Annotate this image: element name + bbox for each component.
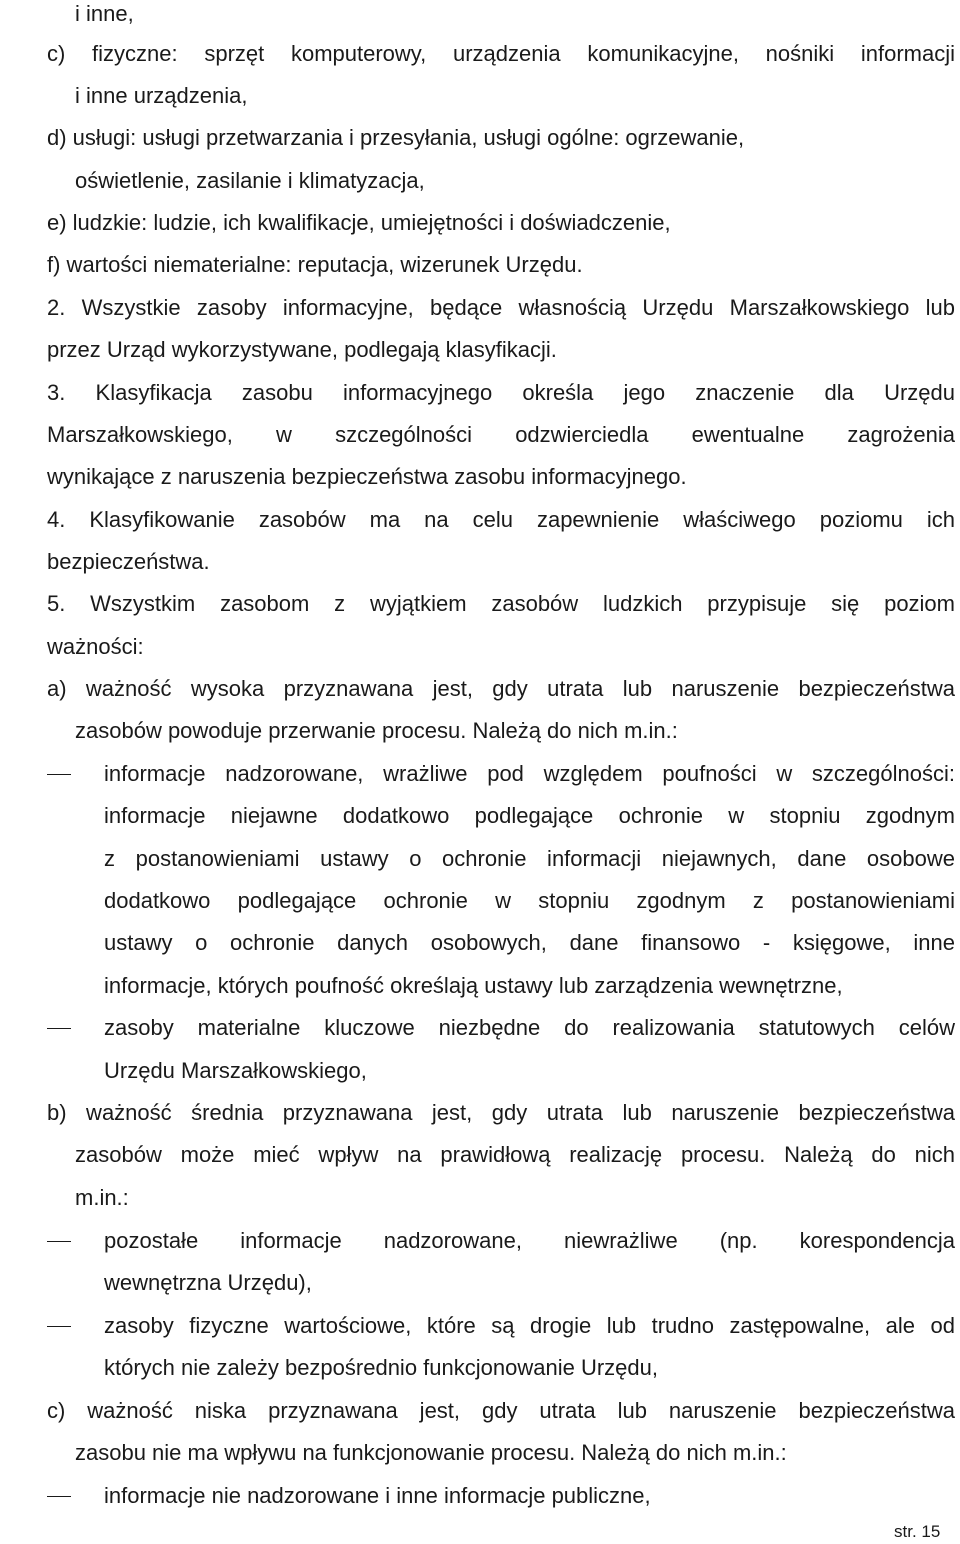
text-line: ustawy o ochronie danych osobowych, dane finansowo - księgowe, inne bbox=[104, 930, 955, 955]
text-line: pozostałe informacje nadzorowane, niewrażliwe (np. korespondencja bbox=[104, 1228, 955, 1253]
dash-bullet bbox=[47, 1241, 71, 1242]
text-line: zasobów może mieć wpływ na prawidłową realizację procesu. Należą do nich bbox=[75, 1142, 955, 1167]
text-line: zasoby fizyczne wartościowe, które są drogie lub trudno zastępowalne, ale od bbox=[104, 1313, 955, 1338]
text-line: ważności: bbox=[47, 634, 144, 659]
text-line: przez Urząd wykorzystywane, podlegają klasyfikacji. bbox=[47, 337, 557, 362]
text-line: m.in.: bbox=[75, 1185, 129, 1210]
text-line: 3. Klasyfikacja zasobu informacyjnego określa jego znaczenie dla Urzędu bbox=[47, 380, 955, 405]
text-line: c) fizyczne: sprzęt komputerowy, urządzenia komunikacyjne, nośniki informacji bbox=[47, 41, 955, 66]
text-line: i inne, bbox=[75, 1, 134, 26]
dash-bullet bbox=[47, 774, 71, 775]
text-line: b) ważność średnia przyznawana jest, gdy utrata lub naruszenie bezpieczeństwa bbox=[47, 1100, 955, 1125]
text-line: 5. Wszystkim zasobom z wyjątkiem zasobów ludzkich przypisuje się poziom bbox=[47, 591, 955, 616]
text-line: zasoby materialne kluczowe niezbędne do realizowania statutowych celów bbox=[104, 1015, 955, 1040]
text-line: zasobów powoduje przerwanie procesu. Należą do nich m.in.: bbox=[75, 718, 678, 743]
page-number: str. 15 bbox=[894, 1522, 941, 1541]
text-line: których nie zależy bezpośrednio funkcjonowanie Urzędu, bbox=[104, 1355, 658, 1380]
text-line: zasobu nie ma wpływu na funkcjonowanie procesu. Należą do nich m.in.: bbox=[75, 1440, 787, 1465]
text-line: 4. Klasyfikowanie zasobów ma na celu zapewnienie właściwego poziomu ich bbox=[47, 507, 955, 532]
text-line: Urzędu Marszałkowskiego, bbox=[104, 1058, 367, 1083]
text-line: a) ważność wysoka przyznawana jest, gdy utrata lub naruszenie bezpieczeństwa bbox=[47, 676, 955, 701]
text-line: informacje, których poufność określają ustawy lub zarządzenia wewnętrzne, bbox=[104, 973, 843, 998]
text-line: z postanowieniami ustawy o ochronie informacji niejawnych, dane osobowe bbox=[104, 846, 955, 871]
text-line: dodatkowo podlegające ochronie w stopniu zgodnym z postanowieniami bbox=[104, 888, 955, 913]
text-line: informacje nie nadzorowane i inne informacje publiczne, bbox=[104, 1483, 651, 1508]
text-line: oświetlenie, zasilanie i klimatyzacja, bbox=[75, 168, 425, 193]
text-line: wewnętrzna Urzędu), bbox=[104, 1270, 312, 1295]
text-line: d) usługi: usługi przetwarzania i przesyłania, usługi ogólne: ogrzewanie, bbox=[47, 125, 745, 150]
text-line: c) ważność niska przyznawana jest, gdy utrata lub naruszenie bezpieczeństwa bbox=[47, 1398, 955, 1423]
dash-bullet bbox=[47, 1496, 71, 1497]
text-line: informacje niejawne dodatkowo podlegające ochronie w stopniu zgodnym bbox=[104, 803, 955, 828]
text-line: 2. Wszystkie zasoby informacyjne, będące własnością Urzędu Marszałkowskiego lub bbox=[47, 295, 955, 320]
text-line: wynikające z naruszenia bezpieczeństwa zasobu informacyjnego. bbox=[47, 464, 687, 489]
dash-bullet bbox=[47, 1326, 71, 1327]
text-line: f) wartości niematerialne: reputacja, wizerunek Urzędu. bbox=[47, 252, 583, 277]
text-line: i inne urządzenia, bbox=[75, 83, 248, 108]
text-line: informacje nadzorowane, wrażliwe pod względem poufności w szczególności: bbox=[104, 761, 955, 786]
dash-bullet bbox=[47, 1028, 71, 1029]
text-line: Marszałkowskiego, w szczególności odzwierciedla ewentualne zagrożenia bbox=[47, 422, 955, 447]
text-line: e) ludzkie: ludzie, ich kwalifikacje, umiejętności i doświadczenie, bbox=[47, 210, 671, 235]
text-line: bezpieczeństwa. bbox=[47, 549, 210, 574]
